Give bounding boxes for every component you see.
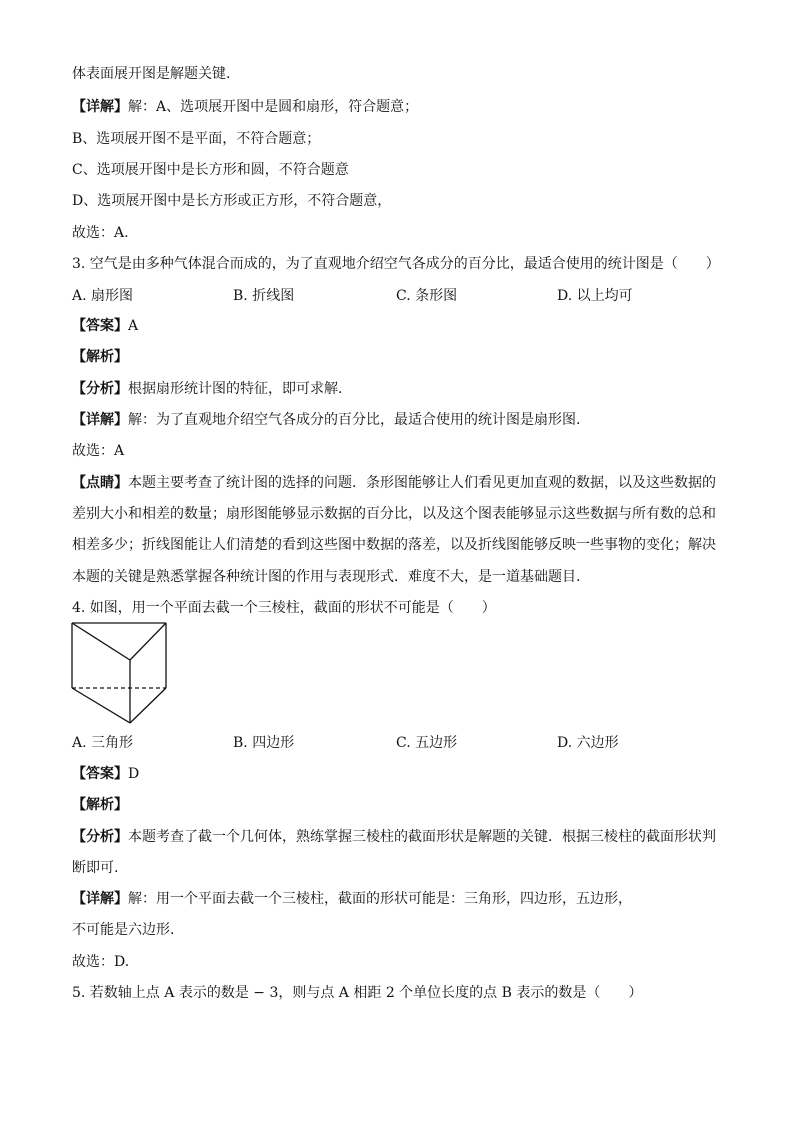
q3-dianjing: 【点睛】本题主要考查了统计图的选择的问题．条形图能够让人们看见更加直观的数据，以及这些数据的 xyxy=(72,475,716,491)
q4-option-a: A. 三角形 xyxy=(72,735,134,751)
q4-choose: 故选：D. xyxy=(72,954,130,970)
text-line: 故选：A. xyxy=(72,225,129,241)
q4-option-b: B. 四边形 xyxy=(233,735,295,751)
q4-xiangjie: 【详解】解：用一个平面去截一个三棱柱，截面的形状可能是：三角形，四边形，五边形， xyxy=(72,891,632,907)
q3-option-a: A. 扇形图 xyxy=(72,288,134,304)
question-3-stem: 3. 空气是由多种气体混合而成的，为了直观地介绍空气各成分的百分比，最适合使用的统计图是（ ） xyxy=(72,256,720,272)
detail-tag: 【详解】 xyxy=(72,99,128,115)
q4-option-c: C. 五边形 xyxy=(396,735,458,751)
q3-answer: 【答案】A xyxy=(72,318,139,334)
question-5-stem: 5. 若数轴上点 A 表示的数是 − 3，则与点 A 相距 2 个单位长度的点 B 表示的数是（ ） xyxy=(72,985,643,1001)
text-line: 【详解】解：A、选项展开图中是圆和扇形，符合题意； xyxy=(72,99,419,115)
q3-option-b: B. 折线图 xyxy=(233,288,295,304)
text-line: C、选项展开图中是长方形和圆，不符合题意 xyxy=(72,162,349,178)
q4-option-d: D. 六边形 xyxy=(557,735,619,751)
q3-dianjing-line: 本题的关键是熟悉掌握各种统计图的作用与表现形式．难度不大，是一道基础题目. xyxy=(72,569,581,585)
q3-dianjing-line: 相差多少；折线图能让人们清楚的看到这些图中数据的落差，以及折线图能够反映一些事物的变化；解决 xyxy=(72,537,716,553)
q4-answer: 【答案】D xyxy=(72,766,140,782)
q4-fenxi-line: 断即可. xyxy=(72,860,119,876)
q3-dianjing-line: 差别大小和相差的数量；扇形图能够显示数据的百分比，以及这个图表能够显示这些数据与所有数的总和 xyxy=(72,506,716,522)
text-line: 体表面展开图是解题关键. xyxy=(72,66,231,82)
q3-choose: 故选：A xyxy=(72,443,125,459)
text-line: D、选项展开图中是长方形或正方形，不符合题意， xyxy=(72,193,392,209)
question-4-stem: 4. 如图，用一个平面去截一个三棱柱，截面的形状不可能是（ ） xyxy=(72,600,496,616)
triangular-prism-figure xyxy=(70,620,170,726)
q3-option-c: C. 条形图 xyxy=(396,288,458,304)
q3-analysis-heading: 【解析】 xyxy=(72,349,128,365)
q4-analysis-heading: 【解析】 xyxy=(72,797,128,813)
q4-xiangjie-line: 不可能是六边形. xyxy=(72,922,175,938)
q4-fenxi: 【分析】本题考查了截一个几何体，熟练掌握三棱柱的截面形状是解题的关键．根据三棱柱的截面形状判 xyxy=(72,829,716,845)
text-line: B、选项展开图不是平面，不符合题意； xyxy=(72,131,321,147)
q3-option-d: D. 以上均可 xyxy=(557,288,633,304)
q3-fenxi: 【分析】根据扇形统计图的特征，即可求解. xyxy=(72,381,343,397)
q3-xiangjie: 【详解】解：为了直观地介绍空气各成分的百分比，最适合使用的统计图是扇形图. xyxy=(72,412,581,428)
